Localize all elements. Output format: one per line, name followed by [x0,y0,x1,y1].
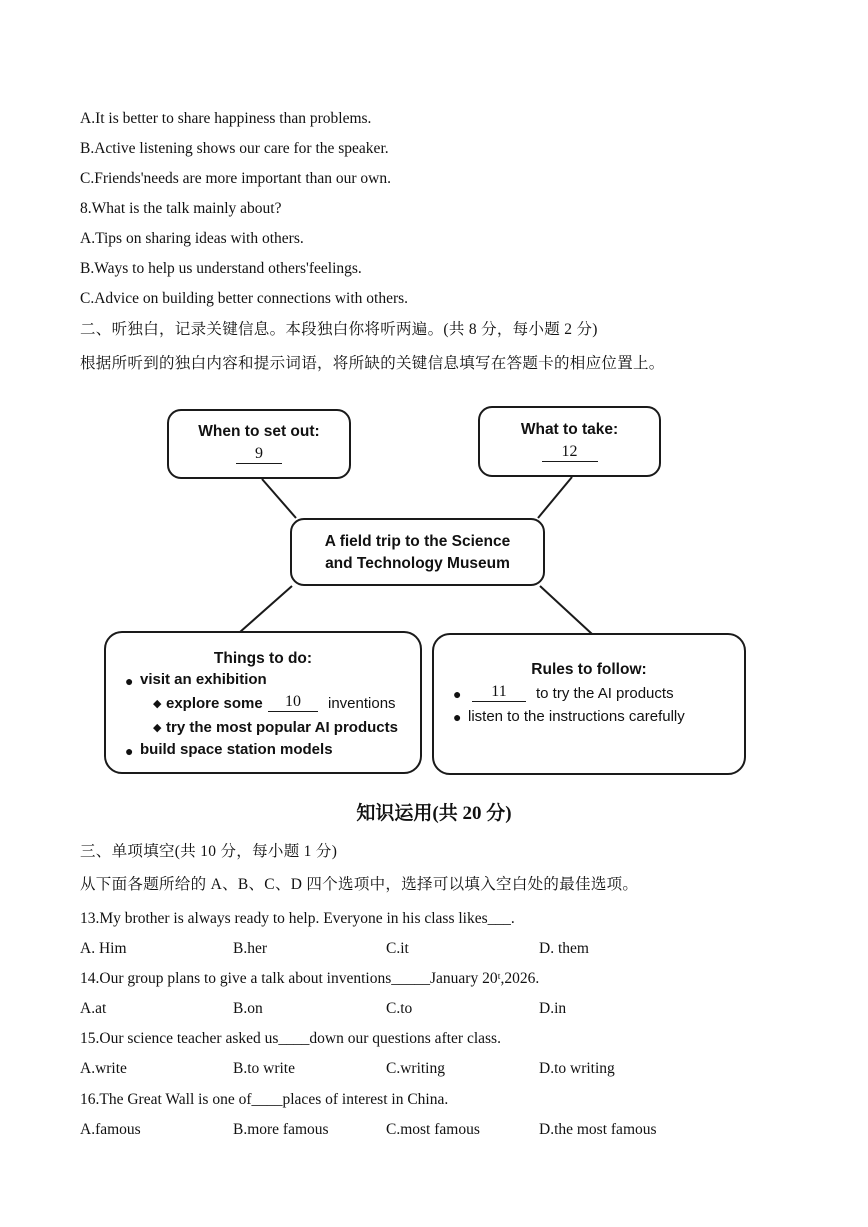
question-stem: 16.The Great Wall is one of____places of interest in China. [80,1091,449,1108]
things-sub-1-pre: explore some [166,695,263,712]
option-c: C.to [386,1000,413,1017]
option-c: C.writing [386,1060,445,1077]
part3-instruction: 从下面各题所给的 A、B、C、D 四个选项中，选择可以填入空白处的最佳选项。 [80,876,639,893]
q7-option-b: B.Active listening shows our care for the speaker. [80,140,389,157]
things-item-1: visit an exhibition [140,671,267,688]
rules-item-1-post: to try the AI products [536,685,674,702]
blank-11: 11 [472,683,526,702]
q8-option-a: A.Tips on sharing ideas with others. [80,230,304,247]
things-sub-1-post: inventions [328,695,396,712]
blank-9: 9 [236,445,282,464]
blank-10: 10 [268,693,318,712]
option-b: B.to write [233,1060,295,1077]
option-d: D.in [539,1000,567,1017]
option-b: B.her [233,940,268,957]
question-options [80,1120,780,1140]
q8-option-c: C.Advice on building better connections with others. [80,290,409,307]
option-d: D.the most famous [539,1121,657,1138]
connector-when [262,479,296,518]
connector-rules [540,586,592,634]
option-d: D.to writing [539,1060,615,1077]
option-d: D. them [539,940,589,957]
center-line-2: and Technology Museum [325,555,510,572]
option-a: A.at [80,1000,107,1017]
option-a: A.famous [80,1121,141,1138]
q8-option-b: B.Ways to help us understand others'feelings. [80,260,362,277]
rules-to-follow-box [432,633,746,775]
what-title: What to take: [520,421,619,438]
center-line-1: A field trip to the Science [324,533,511,550]
rules-title: Rules to follow: [531,661,647,678]
blank-12: 12 [542,443,598,462]
option-a: A. Him [80,940,127,957]
option-a: A.write [80,1060,127,1077]
question-stem: 15.Our science teacher asked us____down our questions after class. [80,1030,501,1047]
option-b: B.on [233,1000,263,1017]
question-options [80,939,780,959]
sub-bullet-icon: ◆ [153,698,162,710]
question-stem: 13.My brother is always ready to help. Everyone in his class likes___. [80,910,515,927]
part2-heading: 二、听独白，记录关键信息。本段独白你将听两遍。(共 8 分，每小题 2 分) [80,321,598,338]
bullet-icon: ● [125,673,134,689]
bullet-icon: ● [125,743,134,759]
option-c: C.it [386,940,409,957]
things-sub-2: try the most popular AI products [166,719,398,736]
sub-bullet-icon: ◆ [153,722,162,734]
section-title: 知识运用(共 20 分) [356,803,512,824]
question-options [80,1059,780,1079]
when-title: When to set out: [198,423,320,440]
option-c: C.most famous [386,1121,480,1138]
things-item-2: build space station models [140,741,333,758]
center-topic-box [290,518,545,586]
what-to-take-box [478,406,661,477]
option-b: B.more famous [233,1121,329,1138]
connector-things [240,586,292,632]
things-title: Things to do: [213,650,313,667]
part2-instruction: 根据所听到的独白内容和提示词语，将所缺的关键信息填写在答题卡的相应位置上。 [80,355,665,372]
connector-what [538,477,572,518]
bullet-icon: ● [453,686,462,702]
question-options [80,999,780,1019]
rules-item-2: listen to the instructions carefully [468,708,685,725]
question-stem: 14.Our group plans to give a talk about inventions_____January 20ᵗ,2026. [80,970,540,987]
when-to-set-out-box [167,409,351,479]
things-to-do-box [104,631,422,774]
part3-heading: 三、单项填空(共 10 分，每小题 1 分) [80,843,338,860]
q7-option-c: C.Friends'needs are more important than our own. [80,170,391,187]
q8-stem: 8.What is the talk mainly about? [80,200,282,217]
bullet-icon: ● [453,709,462,725]
q7-option-a: A.It is better to share happiness than problems. [80,110,372,127]
